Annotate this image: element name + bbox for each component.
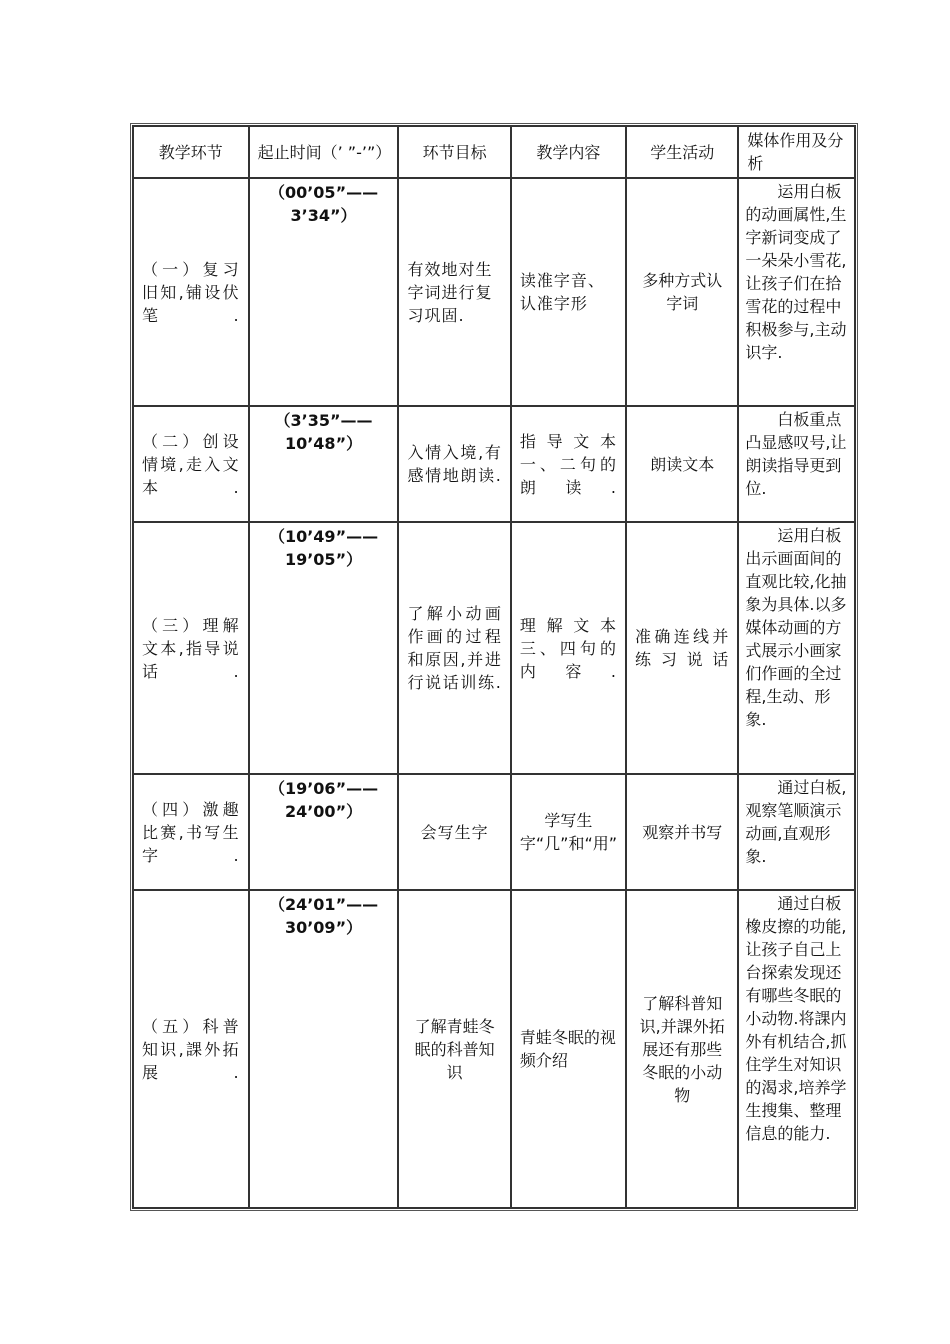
- time-cell: （00’05”——3’34”）: [249, 178, 399, 406]
- stage-cell: （二）创设情境,走入文本.: [133, 406, 249, 522]
- header-activity: 学生活动: [626, 126, 738, 178]
- header-stage: 教学环节: [133, 126, 249, 178]
- media-cell: [738, 890, 855, 1208]
- activity-cell: 观察并书写: [626, 774, 738, 890]
- table-row: [133, 406, 855, 522]
- media-text: 白板重点凸显感叹号,让朗读指导更到位.: [745, 410, 847, 498]
- goal-cell: 有效地对生字词进行复习巩固.: [398, 178, 510, 406]
- header-media: 媒体作用及分析: [738, 126, 855, 178]
- media-cell: [738, 406, 855, 522]
- media-text: 运用白板出示画面间的直观比较,化抽象为具体.以多媒体动画的方式展示小画家们作画的全过程,生动、形象.: [745, 526, 847, 729]
- table-row: [133, 522, 855, 774]
- lesson-plan-table: [132, 125, 856, 1209]
- time-cell: （3’35”——10’48”）: [249, 406, 399, 522]
- header-goal: 环节目标: [398, 126, 510, 178]
- table-row: [133, 178, 855, 406]
- content-cell: 读准字音、认准字形: [511, 178, 626, 406]
- content-cell: 学写生字“几”和“用”: [511, 774, 626, 890]
- media-cell: [738, 774, 855, 890]
- time-cell: （24’01”——30’09”）: [249, 890, 399, 1208]
- goal-cell: 了解青蛙冬眠的科普知识: [398, 890, 510, 1208]
- media-cell: [738, 522, 855, 774]
- time-cell: （10’49”——19’05”）: [249, 522, 399, 774]
- table-header-row: [133, 126, 855, 178]
- media-text: 通过白板,观察笔顺演示动画,直观形象.: [745, 778, 847, 866]
- media-cell: [738, 178, 855, 406]
- stage-cell: （一）复习旧知,铺设伏笔.: [133, 178, 249, 406]
- header-content: 教学内容: [511, 126, 626, 178]
- activity-cell: 了解科普知识,并課外拓展还有那些冬眠的小动物: [626, 890, 738, 1208]
- content-cell: 指导文本一、二句的朗读.: [511, 406, 626, 522]
- media-text: 通过白板橡皮擦的功能,让孩子自己上台探索发现还有哪些冬眠的小动物.将課内外有机结合,抓住学生对知识的渴求,培养学生搜集、整理信息的能力.: [745, 894, 847, 1143]
- stage-cell: （五）科普知识,課外拓展.: [133, 890, 249, 1208]
- media-text: 运用白板的动画属性,生字新词变成了一朵朵小雪花,让孩子们在拾雪花的过程中积极参与,主动识字.: [745, 182, 847, 362]
- activity-cell: 准确连线并练习说话: [626, 522, 738, 774]
- time-cell: （19’06”——24’00”）: [249, 774, 399, 890]
- table-row: [133, 890, 855, 1208]
- goal-cell: 入情入境,有感情地朗读.: [398, 406, 510, 522]
- goal-cell: 会写生字: [398, 774, 510, 890]
- table-row: [133, 774, 855, 890]
- stage-cell: （四）激趣比赛,书写生字.: [133, 774, 249, 890]
- stage-cell: （三）理解文本,指导说话.: [133, 522, 249, 774]
- content-cell: 理解文本三、四句的内容.: [511, 522, 626, 774]
- activity-cell: 多种方式认字词: [626, 178, 738, 406]
- header-time: 起止时间（’ ”-’”）: [249, 126, 399, 178]
- content-cell: 青蛙冬眠的视频介绍: [511, 890, 626, 1208]
- activity-cell: 朗读文本: [626, 406, 738, 522]
- goal-cell: 了解小动画作画的过程和原因,并进行说话训练.: [398, 522, 510, 774]
